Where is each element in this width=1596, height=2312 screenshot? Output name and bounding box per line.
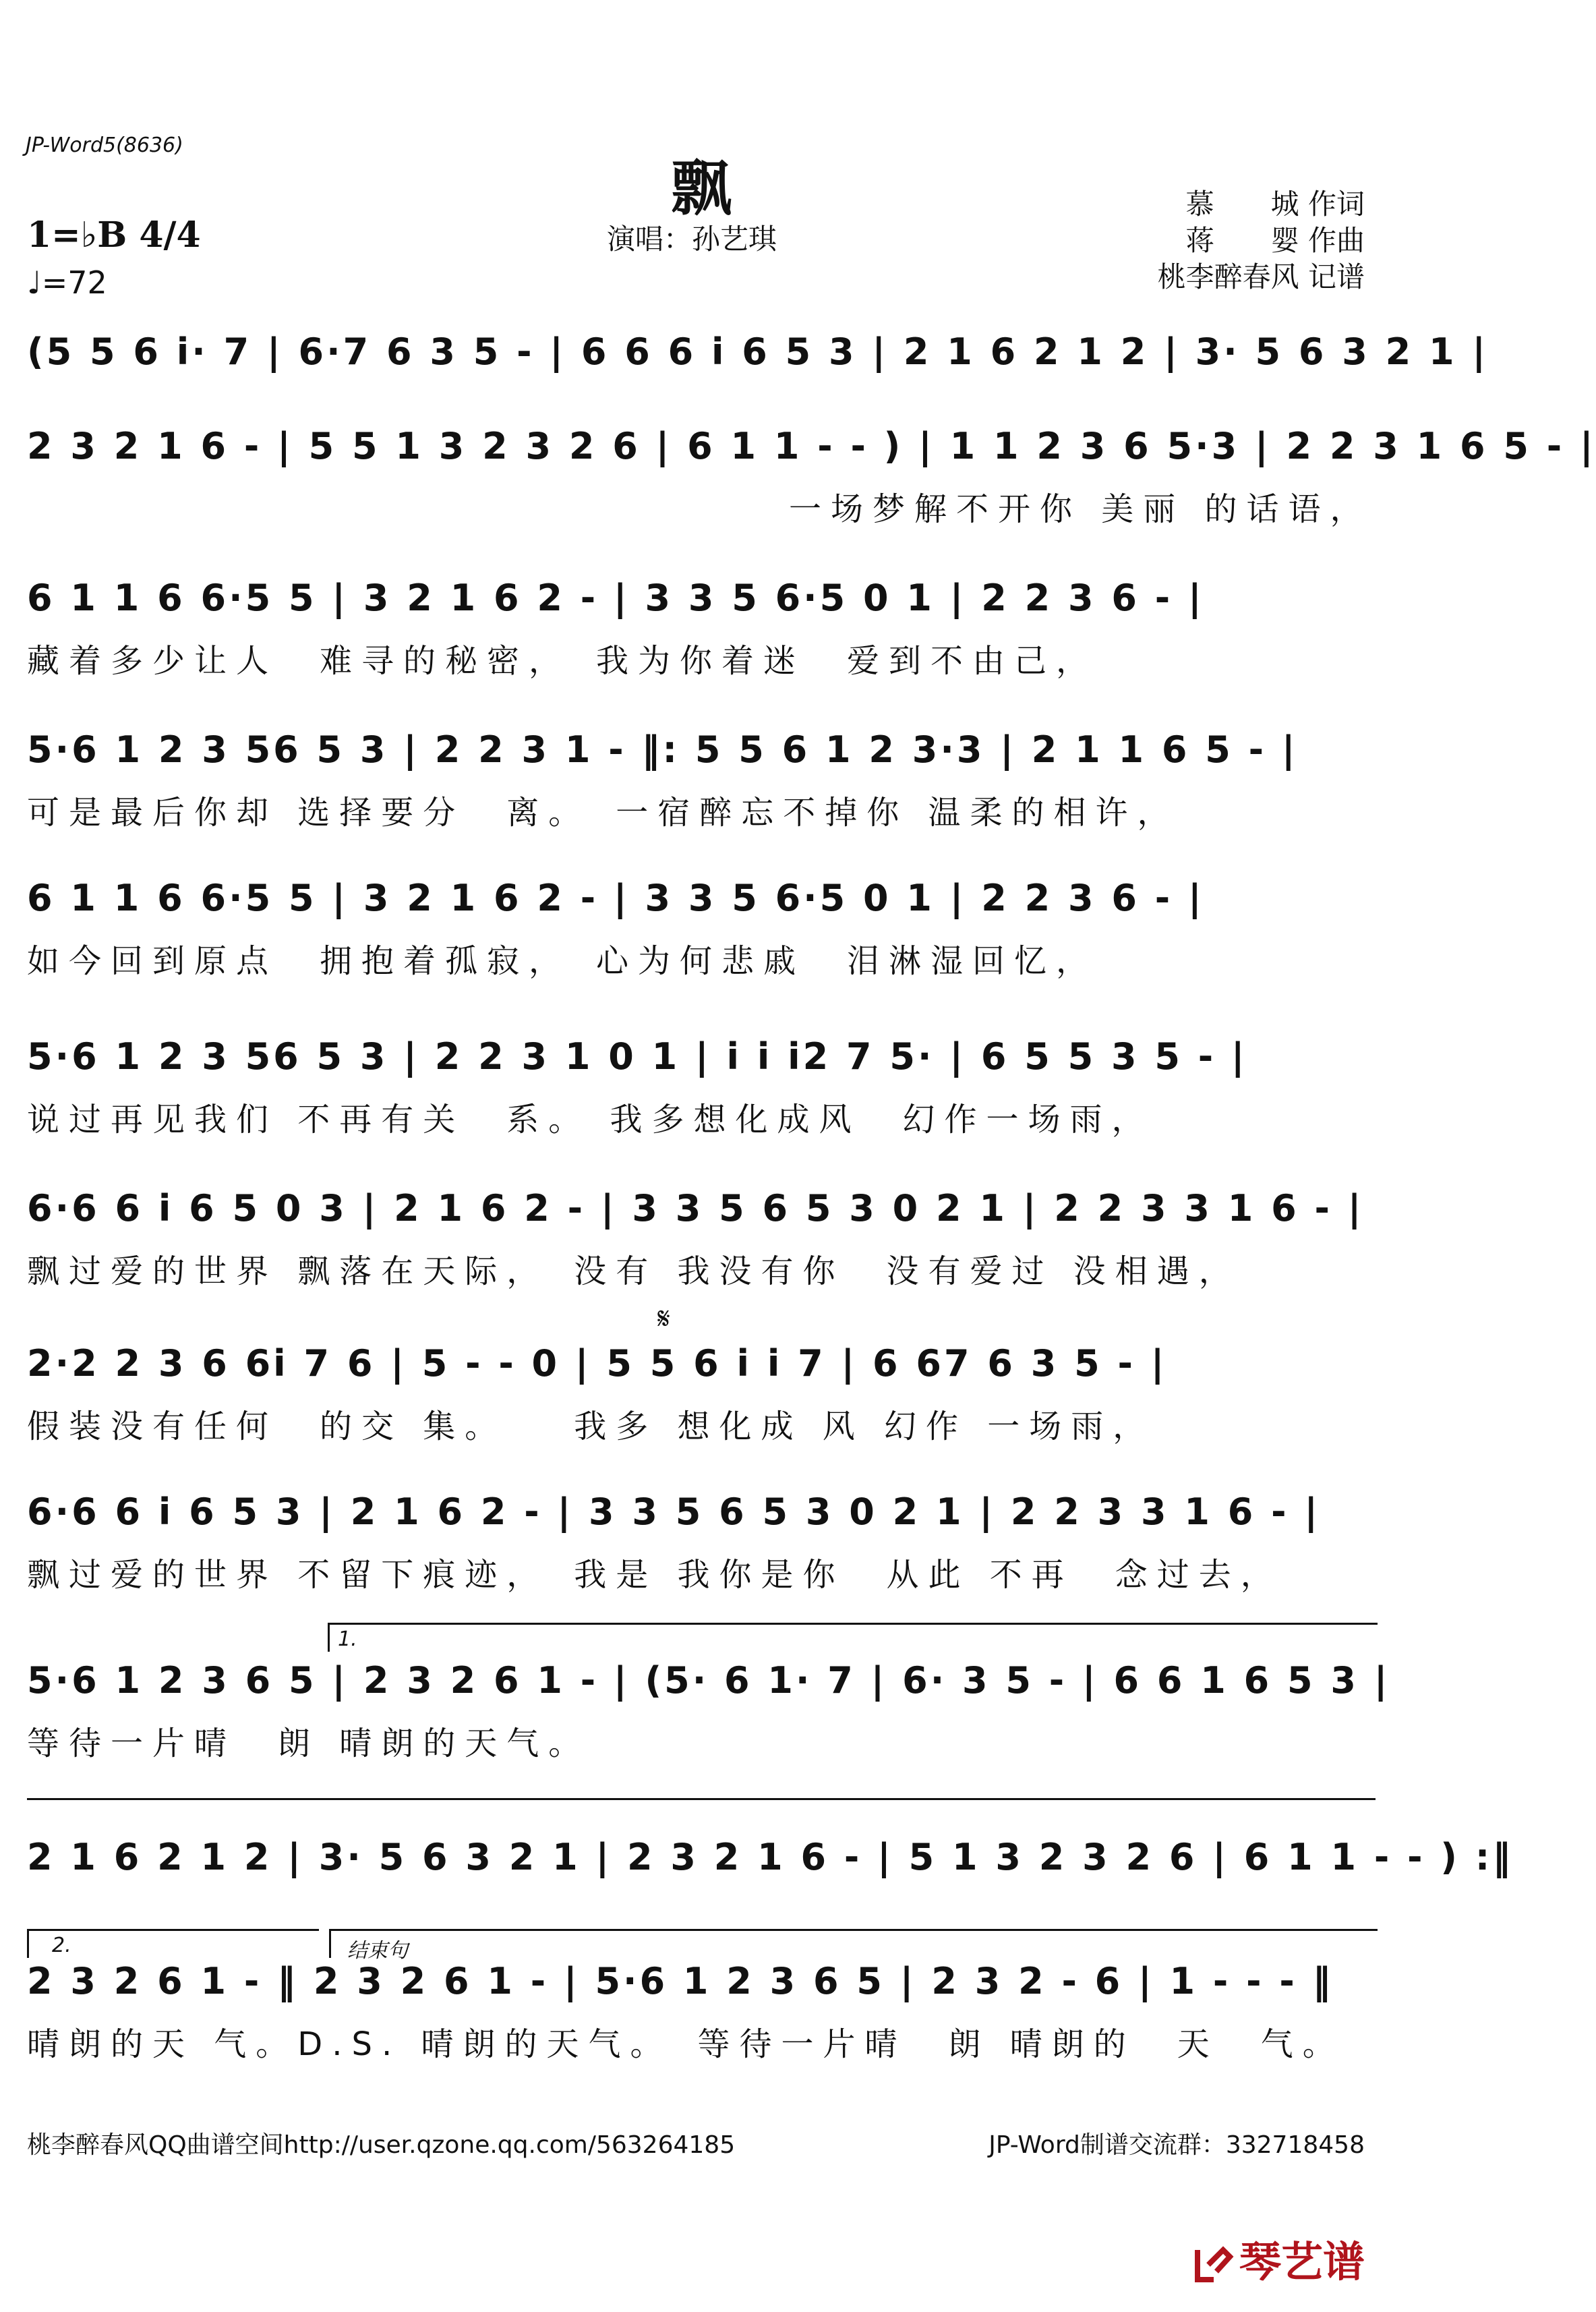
segno-mark: 𝄋 [657, 1302, 670, 1336]
lyrics-line-7: 飘过爱的世界 飘落在天际， 没有 我没有你 没有爱过 没相遇， [27, 1252, 1241, 1290]
site-logo [1193, 2228, 1365, 2288]
lyrics-line-10: 等待一片晴 朗 晴朗的天气。 [27, 1725, 591, 1762]
lyricist-credit: 慕 城 作词 [1185, 187, 1365, 221]
key-signature: 1=♭B 4/4 [27, 214, 201, 256]
logo-icon [1193, 2245, 1234, 2285]
notes-line-12: 2 3 2 6 1 - ‖ 2 3 2 6 1 - | 5·6 1 2 3 6 5 | 2 3 2 - 6 | 1 - - - ‖ [27, 1960, 1334, 2002]
volta-bracket-2 [27, 1929, 319, 1958]
singer-credit: 演唱：孙艺琪 [607, 223, 777, 256]
lyrics-line-8: 假装没有任何 的交 集。 我多 想化成 风 幻作 一场雨， [27, 1408, 1155, 1445]
credits [1158, 186, 1365, 295]
footer-group-info: JP-Word制谱交流群：332718458 [988, 2131, 1365, 2159]
volta-bracket-1 [328, 1623, 1378, 1652]
ending-bracket [329, 1929, 1378, 1963]
lyrics-line-12: 晴朗的天 气。D.S. 晴朗的天气。 等待一片晴 朗 晴朗的 天 气。 [27, 2025, 1344, 2063]
logo-text: 琴艺谱 [1239, 2237, 1365, 2286]
lyrics-line-6: 说过再见我们 不再有关 系。 我多想化成风 幻作一场雨， [27, 1101, 1154, 1138]
volta-1-label: 1. [338, 1627, 357, 1651]
volta-2-label: 2. [52, 1934, 71, 1957]
source-label: JP-Word5(8636) [26, 134, 183, 157]
ending-label: 结束句 [347, 1939, 408, 1963]
notes-line-8: 2·2 2 3 6 6i 7 6 | 5 - - 0 | 5 5 6 i i 7 | 6 67 6 3 5 - | [27, 1342, 1167, 1385]
tempo-mark: ♩=72 [27, 264, 107, 301]
lyrics-line-2: 一场梦解不开你 美丽 的话语， [789, 490, 1372, 528]
footer-qzone-link[interactable]: 桃李醉春风QQ曲谱空间http://user.qzone.qq.com/563264185 [27, 2131, 736, 2159]
lyrics-line-3: 藏着多少让人 难寻的秘密， 我为你着迷 爱到不由己， [27, 642, 1098, 680]
transcriber-credit: 桃李醉春风 记谱 [1157, 260, 1365, 293]
notes-line-6: 5·6 1 2 3 56 5 3 | 2 2 3 1 0 1 | i i i2 7 5· | 6 5 5 3 5 - | [27, 1035, 1247, 1078]
notes-line-10: 5·6 1 2 3 6 5 | 2 3 2 6 1 - | (5· 6 1· 7 | 6· 3 5 - | 6 6 1 6 5 3 | [27, 1659, 1390, 1702]
song-title: 飘 [671, 152, 732, 224]
notes-line-1: (5 5 6 i· 7 | 6·7 6 3 5 - | 6 6 6 i 6 5 3 | 2 1 6 2 1 2 | 3· 5 6 3 2 1 | [27, 330, 1489, 373]
lyrics-line-4: 可是最后你却 选择要分 离。 一宿醉忘不掉你 温柔的相许， [27, 794, 1179, 832]
notes-line-7: 6·6 6 i 6 5 0 3 | 2 1 6 2 - | 3 3 5 6 5 3 0 2 1 | 2 2 3 3 1 6 - | [27, 1187, 1364, 1230]
composer-credit: 蒋 婴 作曲 [1185, 224, 1365, 257]
notes-line-11: 2 1 6 2 1 2 | 3· 5 6 3 2 1 | 2 3 2 1 6 - | 5 1 3 2 3 2 6 | 6 1 1 - - ) :‖ [27, 1836, 1514, 1878]
volta-continuation-line [27, 1798, 1376, 1800]
lyrics-line-5: 如今回到原点 拥抱着孤寂， 心为何悲戚 泪淋湿回忆， [27, 942, 1098, 980]
notes-line-3: 6 1 1 6 6·5 5 | 3 2 1 6 2 - | 3 3 5 6·5 0 1 | 2 2 3 6 - | [27, 577, 1204, 619]
notes-line-4: 5·6 1 2 3 56 5 3 | 2 2 3 1 - ‖: 5 5 6 1 2 3·3 | 2 1 1 6 5 - | [27, 728, 1298, 771]
notes-line-2: 2 3 2 1 6 - | 5 5 1 3 2 3 2 6 | 6 1 1 - - ) | 1 1 2 3 6 5·3 | 2 2 3 1 6 5 - | [27, 425, 1596, 467]
lyrics-line-9: 飘过爱的世界 不留下痕迹， 我是 我你是你 从此 不再 念过去， [27, 1556, 1282, 1594]
notes-line-5: 6 1 1 6 6·5 5 | 3 2 1 6 2 - | 3 3 5 6·5 0 1 | 2 2 3 6 - | [27, 877, 1204, 919]
notes-line-9: 6·6 6 i 6 5 3 | 2 1 6 2 - | 3 3 5 6 5 3 0 2 1 | 2 2 3 3 1 6 - | [27, 1491, 1321, 1533]
